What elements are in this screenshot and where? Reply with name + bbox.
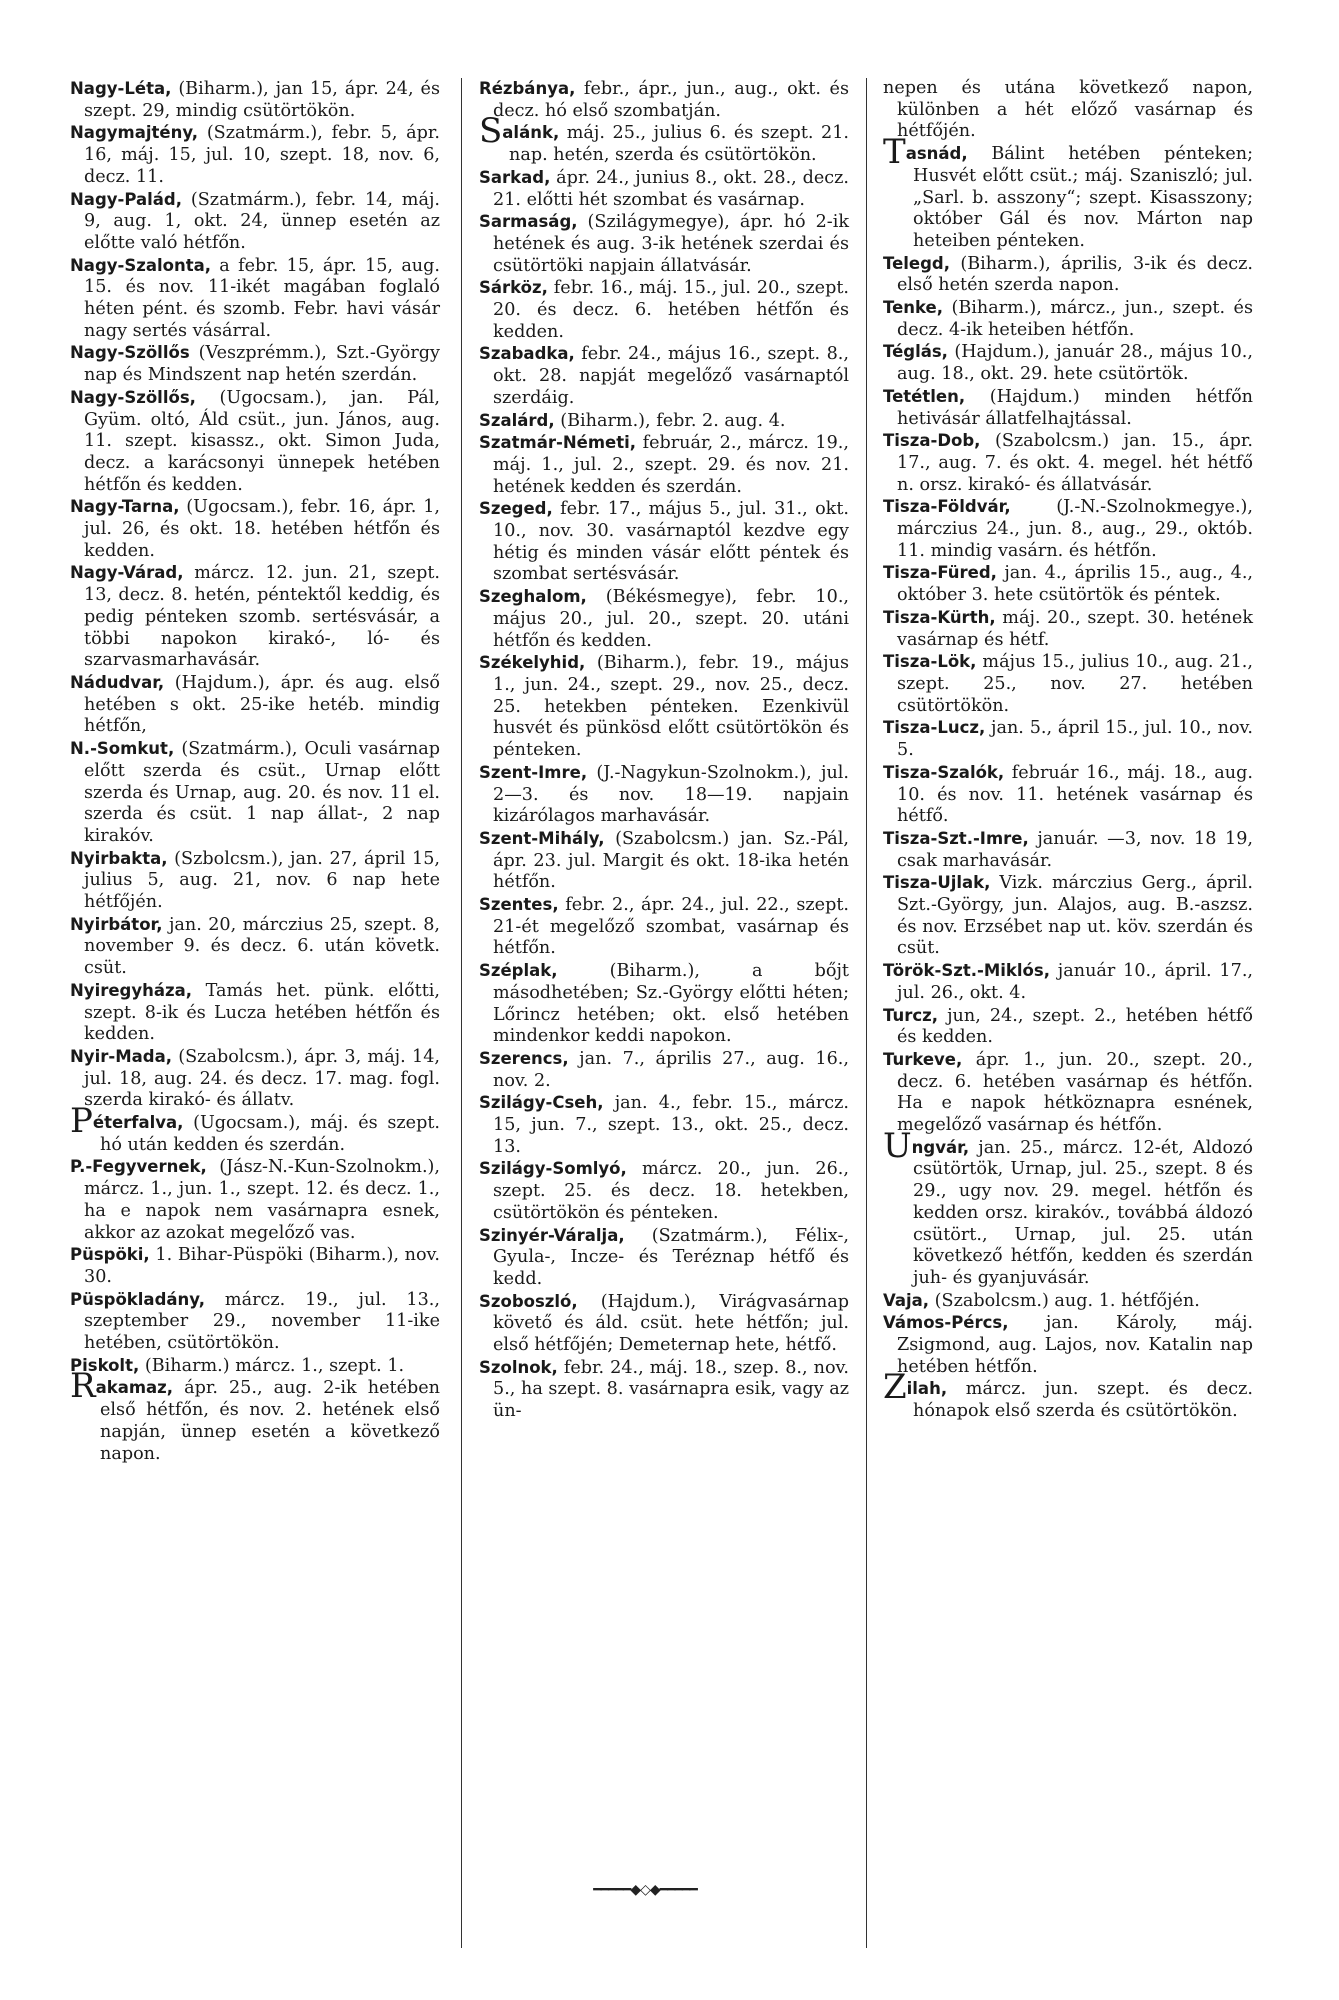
- market-dates: (Békésmegye), febr. 10., május 20., jul. 20., szept. 20. utáni hétfőn és kedden.: [493, 587, 849, 651]
- market-entry: [479, 586, 849, 652]
- town-name: Nádudvar,: [70, 672, 165, 692]
- market-entry: [883, 496, 1253, 562]
- town-name: Nagy-Tarna,: [70, 497, 180, 517]
- market-entry: [883, 960, 1253, 1004]
- market-entry: [883, 253, 1253, 297]
- drop-cap-letter: Z: [883, 1367, 907, 1408]
- market-entry: [70, 848, 440, 914]
- town-name: asnád,: [905, 144, 968, 164]
- market-entry: [883, 651, 1253, 717]
- town-name: Szilágy-Cseh,: [479, 1093, 604, 1113]
- town-name: Rézbánya,: [479, 79, 576, 98]
- column-right: [883, 78, 1253, 1423]
- market-dates: (Hajdum.), Virágvasárnap követő és áld. csüt. hete hétfőn; jul. első hétfőjén; Demeternap hete, hétfő.: [493, 1291, 849, 1356]
- town-name: Nagy-Palád,: [70, 189, 183, 209]
- market-dates: febr. 24., május 16., szept. 8., okt. 28. napját megelőző vasárnaptól szerdáig.: [493, 344, 849, 408]
- market-entry: [479, 432, 849, 498]
- market-dates: (Szbolcsm.), jan. 27, ápril 15, julius 5, aug. 21, nov. 6 nap hete hétfőjén.: [84, 848, 440, 913]
- market-dates: (Biharm.), febr. 2. aug. 4.: [554, 410, 786, 431]
- market-entry: [70, 78, 440, 122]
- market-entry: [70, 387, 440, 497]
- market-entry: [479, 498, 849, 586]
- town-name: Turkeve,: [883, 1049, 963, 1069]
- market-dates: (Ugocsam.), jan. Pál, Gyüm. oltó, Áld csüt., jun. János, aug. 11. szept. kisassz., okt. Simon Juda, decz. a karácsonyi ünnepek hetében hétfőn és kedden.: [84, 387, 440, 495]
- column-left: [70, 78, 440, 1465]
- market-dates: febr. 2., ápr. 24., jul. 22., szept. 21-ét megelőző szombat, vasárnap és hétfőn.: [493, 895, 849, 959]
- town-name: Tisza-Dob,: [883, 431, 981, 451]
- market-entry: [883, 1290, 1253, 1313]
- market-dates: febr. 17., május 5., jul. 31., okt. 10., nov. 30. vasárnaptól kezdve egy hétig és minden vásár előtt péntek és szombat sertésvásár.: [493, 499, 849, 585]
- market-dates: (Biharm.), febr. 19., május 1., jun. 24., szept. 29., nov. 25., decz. 25. hetekben pénteken. Ezenkivül husvét és pünkösd előtt csütörtökön és pénteken.: [493, 653, 849, 761]
- market-dates: ápr. 24., junius 8., okt. 28., decz. 21. előtti hét szombat és vasárnap.: [493, 167, 849, 210]
- drop-cap-letter: P: [70, 1101, 93, 1142]
- market-dates: jan. 4., április 15., aug., 4., október 3. hete csütörtök és péntek.: [897, 563, 1253, 606]
- market-entry: [479, 762, 849, 828]
- market-entry: [479, 828, 849, 894]
- market-dates: márcz. 12. jun. 21, szept. 13, decz. 8. hetén, péntektől keddig, és pedig pénteken szomb. sertésvásár, a többi napokon kirakó-, ló- és szarvasmarhavásár.: [84, 563, 440, 671]
- town-name: Szentes,: [479, 895, 559, 915]
- town-name: Nagy-Szalonta,: [70, 255, 212, 275]
- market-dates: február 16., máj. 18., aug. 10. és nov. 11. hetének vasárnap és hétfő.: [897, 762, 1253, 827]
- town-name: Nagymajtény,: [70, 123, 199, 143]
- drop-cap-letter: S: [479, 111, 503, 152]
- market-entry: [479, 1092, 849, 1158]
- market-dates: máj. 25., julius 6. és szept. 21. nap. hetén, szerda és csütörtökön.: [509, 123, 849, 166]
- town-name: éterfalva,: [92, 1113, 184, 1133]
- town-name: Téglás,: [883, 342, 948, 362]
- market-entry: [479, 1158, 849, 1224]
- market-entry: [883, 132, 1253, 253]
- market-dates: (Hajdum.) minden hétfőn hetivásár állatfelhajtással.: [897, 386, 1253, 429]
- market-entry: [479, 277, 849, 343]
- town-name: Nagy-Léta,: [70, 79, 172, 98]
- drop-cap-letter: U: [883, 1125, 912, 1166]
- town-name: Tenke,: [883, 298, 943, 318]
- market-entry: [883, 1125, 1253, 1290]
- market-entry: [883, 1049, 1253, 1137]
- market-entry: [70, 255, 440, 343]
- market-entry: [883, 1312, 1253, 1378]
- market-entry: [883, 1367, 1253, 1422]
- market-dates: (Szabolcsm.) jan. Sz.-Pál, ápr. 23. jul. Margit és okt. 18-ika hetén hétfőn.: [493, 828, 849, 893]
- market-entry: [883, 607, 1253, 651]
- market-entry: [70, 1046, 440, 1112]
- market-dates: (Biharm.), jan 15, ápr. 24, és szept. 29, mindig csütörtökön.: [84, 79, 440, 121]
- town-name: Szolnok,: [479, 1357, 558, 1377]
- market-entry: [70, 980, 440, 1046]
- town-name: Szoboszló,: [479, 1291, 578, 1311]
- market-entry: [479, 894, 849, 960]
- market-dates: a febr. 15, ápr. 15, aug. 15. és nov. 11-ikét magában foglaló héten pént. és szomb. Febr. havi vásár nagy sertés vásárral.: [84, 255, 440, 341]
- town-name: Piskolt,: [70, 1355, 140, 1375]
- market-entry: [883, 717, 1253, 761]
- market-dates: (Hajdum.), ápr. és aug. első hetében s okt. 25-ike hetéb. mindig hétfőn,: [84, 672, 440, 737]
- footer-ornament: ━━━━━◆◇◆━━━━━: [593, 1882, 697, 1898]
- town-name: Szerencs,: [479, 1048, 569, 1068]
- market-entry: [70, 1366, 440, 1465]
- market-entry: [883, 78, 1253, 143]
- market-dates: (Szilágymegye), ápr. hó 2-ik hetének és aug. 3-ik hetének szerdai és csütörtöki napjain állatvásár.: [493, 212, 849, 276]
- column-divider: [866, 78, 867, 1948]
- town-name: Tisza-Lucz,: [883, 718, 986, 738]
- town-name: Sarkad,: [479, 167, 551, 187]
- market-dates: (Szabolcsm.) jan. 15., ápr. 17., aug. 7. és okt. 4. megel. hét hétfő n. orsz. kirakó- és állatvásár.: [897, 431, 1253, 495]
- town-name: Püspöki,: [70, 1245, 150, 1265]
- market-dates: 1. Bihar-Püspöki (Biharm.), nov. 30.: [84, 1245, 440, 1287]
- town-name: Török-Szt.-Miklós,: [883, 961, 1050, 981]
- town-name: Tisza-Szt.-Imre,: [883, 828, 1029, 848]
- town-name: Sarmaság,: [479, 212, 578, 232]
- market-entry: [883, 562, 1253, 606]
- town-name: Tisza-Földvár,: [883, 497, 1011, 517]
- town-name: Nyiregyháza,: [70, 980, 193, 1000]
- town-name: Telegd,: [883, 253, 950, 273]
- market-dates: január 10., ápril. 17., jul. 26., okt. 4.: [897, 961, 1253, 1003]
- market-dates: jan. 4., febr. 15., márcz. 15, jun. 7., szept. 13., okt. 25., decz. 13.: [493, 1093, 849, 1157]
- market-entry: [70, 189, 440, 255]
- market-entry: [883, 1005, 1253, 1049]
- market-entry: [70, 122, 440, 188]
- market-dates: jan. 25., márcz. 12-ét, Aldozó csütörtök, Urnap, jul. 25., szept. 8 és 29., ugy nov. 29. megel. hétfőn és kedden orsz. kirakóv., továbbá áldozó csütört., Urnap, jul. 25. után következő hétfőn, kedden és szerdán juh- és gyanjuvásár.: [913, 1137, 1253, 1288]
- town-name: Szalárd,: [479, 410, 555, 430]
- market-entry: [70, 496, 440, 562]
- market-dates: (J.-N.-Szolnokmegye.), márczius 24., jun. 8., aug., 29., októb. 11. mindig vasárn. és hétfőn.: [897, 497, 1253, 561]
- town-name: Nyir-Mada,: [70, 1046, 172, 1066]
- market-dates: ápr. 25., aug. 2-ik hetében első hétfőn, és nov. 2. hetének első napján, ünnep esetén a következő napon.: [100, 1378, 440, 1464]
- town-name: Szilágy-Somlyó,: [479, 1159, 627, 1179]
- market-dates: (Ugocsam.), febr. 16, ápr. 1, jul. 26, és okt. 18. hetében hétfőn és kedden.: [84, 497, 440, 561]
- town-name: ngvár,: [911, 1137, 970, 1157]
- market-dates: márcz. 19., jul. 13., szeptember 29., november 11-ike hetében, csütörtökön.: [84, 1289, 440, 1354]
- market-entry: [479, 78, 849, 122]
- market-dates: febr. 24., máj. 18., szep. 8., nov. 5., ha szept. 8. vasárnapra esik, vagy az ün-: [493, 1357, 849, 1422]
- town-name: Szabadka,: [479, 344, 575, 364]
- town-name: Turcz,: [883, 1005, 938, 1025]
- market-entry: [70, 914, 440, 980]
- market-entry: [70, 1289, 440, 1355]
- market-entry: [479, 111, 849, 166]
- market-dates: (Szabolcsm.) aug. 1. hétfőjén.: [929, 1290, 1200, 1311]
- market-entry: [479, 1357, 849, 1423]
- market-dates: Tamás het. pünk. előtti, szept. 8-ik és Lucza hetében hétfőn és kedden.: [84, 980, 440, 1045]
- market-entry: [70, 1101, 440, 1156]
- town-name: P.-Fegyvernek,: [70, 1157, 207, 1177]
- market-dates: febr., ápr., jun., aug., okt. és decz. hó első szombatján.: [493, 79, 849, 121]
- market-dates: (Szatmárm.), Félix-, Gyula-, Incze- és Teréznap hétfő és kedd.: [493, 1225, 849, 1289]
- market-entry: [883, 297, 1253, 341]
- market-dates: (Ugocsam.), máj. és szept. hó után kedden és szerdán.: [100, 1113, 440, 1155]
- market-entry: [70, 1355, 440, 1378]
- town-name: Nagy-Szöllős: [70, 343, 190, 363]
- market-dates: (Szatmárm.), febr. 14, máj. 9, aug. 1, okt. 24, ünnep esetén az előtte való hétfőn.: [84, 189, 440, 253]
- market-dates: (Biharm.), a bőjt másodhetében; Sz.-György előtti héten; Lőrincz hetében; okt. első hetében mindenkor keddi napokon.: [493, 961, 849, 1047]
- market-dates: nepen és utána következő napon, különben a hét előző vasárnap és hétfőjén.: [883, 78, 1253, 142]
- market-entry: [479, 1291, 849, 1357]
- market-entry: [70, 1156, 440, 1244]
- market-dates: (Hajdum.), január 28., május 10., aug. 18., okt. 29. hete csütörtök.: [897, 342, 1253, 385]
- market-entry: [883, 430, 1253, 496]
- town-name: Székelyhid,: [479, 653, 586, 673]
- market-entry: [479, 960, 849, 1048]
- town-name: Szent-Imre,: [479, 762, 588, 782]
- market-dates: január. —3, nov. 18 19, csak marhavásár.: [897, 828, 1253, 871]
- town-name: Tetétlen,: [883, 386, 966, 406]
- market-dates: Bálint hetében pénteken; Husvét előtt csüt.; máj. Szaniszló; jul. „Sarl. b. asszony“; szept. Kisasszony; október Gál és nov. Márton nap heteiben pénteken.: [913, 144, 1253, 251]
- town-name: Tisza-Lök,: [883, 652, 977, 672]
- market-dates: Vizk. márczius Gerg., ápril. Szt.-György, jun. Alajos, aug. B.-aszsz. és nov. Erzsébet nap ut. köv. szerdán és csüt.: [897, 873, 1253, 959]
- town-name: ilah,: [906, 1379, 948, 1399]
- town-name: Vaja,: [883, 1290, 930, 1310]
- market-dates: május 15., julius 10., aug. 21., szept. 25., nov. 27. hetében csütörtökön.: [897, 652, 1253, 716]
- town-name: Tisza-Füred,: [883, 563, 997, 583]
- market-dates: február, 2., márcz. 19., máj. 1., jul. 2., szept. 29. és nov. 21. hetének kedden és szerdán.: [493, 433, 849, 497]
- town-name: Sárköz,: [479, 278, 548, 298]
- market-dates: (Veszprémm.), Szt.-György nap és Mindszent nap hetén szerdán.: [84, 343, 440, 386]
- market-dates: (Jász-N.-Kun-Szolnokm.), márcz. 1., jun. 1., szept. 12. és decz. 1., ha e napok nem vasárnapra esnek, akkor az azokat megelőző vas.: [84, 1157, 440, 1243]
- market-dates: jan. Károly, máj. Zsigmond, aug. Lajos, nov. Katalin nap hetében hétfőn.: [897, 1313, 1253, 1377]
- town-name: akamaz,: [95, 1378, 174, 1398]
- column-middle: [479, 78, 849, 1423]
- town-name: Tisza-Kürth,: [883, 607, 996, 627]
- market-entry: [70, 738, 440, 848]
- market-entry: [70, 1244, 440, 1288]
- market-entry: [479, 167, 849, 211]
- market-dates: márcz. 20., jun. 26., szept. 25. és decz. 18. hetekben, csütörtökön és pénteken.: [493, 1159, 849, 1223]
- market-dates: (J.-Nagykun-Szolnokm.), jul. 2—3. és nov. 18—19. napjain kizárólagos marhavásár.: [493, 762, 849, 827]
- market-entry: [479, 1048, 849, 1092]
- market-dates: máj. 20., szept. 30. hetének vasárnap és hétf.: [897, 607, 1253, 650]
- market-dates: jan. 7., április 27., aug. 16., nov. 2.: [493, 1048, 849, 1091]
- town-name: N.-Somkut,: [70, 739, 175, 759]
- town-name: Szeged,: [479, 499, 553, 519]
- town-name: Széplak,: [479, 961, 558, 981]
- market-dates: jan. 5., ápril 15., jul. 10., nov. 5.: [897, 718, 1253, 761]
- market-dates: febr. 16., máj. 15., jul. 20., szept. 20. és decz. 6. hetében hétfőn és kedden.: [493, 278, 849, 342]
- drop-cap-letter: R: [70, 1366, 96, 1407]
- market-dates: ápr. 1., jun. 20., szept. 20., decz. 6. hetében vasárnap és hétfőn. Ha e napok hétköznapra esnének, megelőző vasárnap és hétfőn.: [897, 1049, 1253, 1136]
- market-entry: [479, 652, 849, 762]
- town-name: Tisza-Szalók,: [883, 762, 1005, 782]
- market-dates: (Szatmárm.), Oculi vasárnap előtt szerda és csüt., Urnap előtt szerda és Urnap, aug. 20. és nov. 11 el. szerda és csüt. 1 nap állat-, 2 nap kirakóv.: [84, 739, 440, 846]
- town-name: Nagy-Várad,: [70, 563, 184, 583]
- market-entry: [70, 672, 440, 738]
- market-dates: (Biharm.), április, 3-ik és decz. első hetén szerda napon.: [897, 253, 1253, 296]
- market-entry: [479, 410, 849, 433]
- town-name: alánk,: [502, 123, 560, 143]
- town-name: Püspökladány,: [70, 1289, 206, 1309]
- market-entry: [883, 386, 1253, 430]
- town-name: Nagy-Szöllős,: [70, 387, 196, 407]
- market-dates: jan. 20, márczius 25, szept. 8, november 9. és decz. 6. után követk. csüt.: [84, 914, 440, 979]
- market-dates: (Szatmárm.), febr. 5, ápr. 16, máj. 15, jul. 10, szept. 18, nov. 6, decz. 11.: [84, 123, 440, 187]
- town-name: Nyirbakta,: [70, 848, 168, 868]
- market-entry: [70, 342, 440, 386]
- document-page: [70, 78, 1270, 1958]
- market-entry: [479, 211, 849, 277]
- town-name: Vámos-Pércs,: [883, 1313, 1009, 1333]
- town-name: Szent-Mihály,: [479, 828, 605, 848]
- town-name: Tisza-Ujlak,: [883, 873, 991, 893]
- market-entry: [70, 562, 440, 672]
- market-entry: [479, 343, 849, 409]
- town-name: Szinyér-Váralja,: [479, 1225, 625, 1245]
- market-dates: (Biharm.) márcz. 1., szept. 1.: [139, 1355, 405, 1376]
- market-dates: márcz. jun. szept. és decz. hónapok első szerda és csütörtökön.: [913, 1379, 1253, 1422]
- town-name: Szeghalom,: [479, 587, 587, 607]
- market-dates: (Biharm.), márcz., jun., szept. és decz. 4-ik heteiben hétfőn.: [897, 298, 1253, 340]
- town-name: Nyirbátor,: [70, 914, 163, 934]
- market-dates: jun, 24., szept. 2., hetében hétfő és kedden.: [897, 1005, 1253, 1048]
- town-name: Szatmár-Németi,: [479, 433, 637, 453]
- column-divider: [461, 78, 462, 1948]
- market-entry: [883, 828, 1253, 872]
- market-entry: [479, 1225, 849, 1291]
- market-entry: [883, 341, 1253, 385]
- market-entry: [883, 762, 1253, 828]
- drop-cap-letter: T: [883, 132, 906, 173]
- market-entry: [883, 872, 1253, 960]
- market-dates: (Szabolcsm.), ápr. 3, máj. 14, jul. 18, aug. 24. és decz. 17. mag. fogl. szerda kirakó- és állatv.: [84, 1046, 440, 1111]
